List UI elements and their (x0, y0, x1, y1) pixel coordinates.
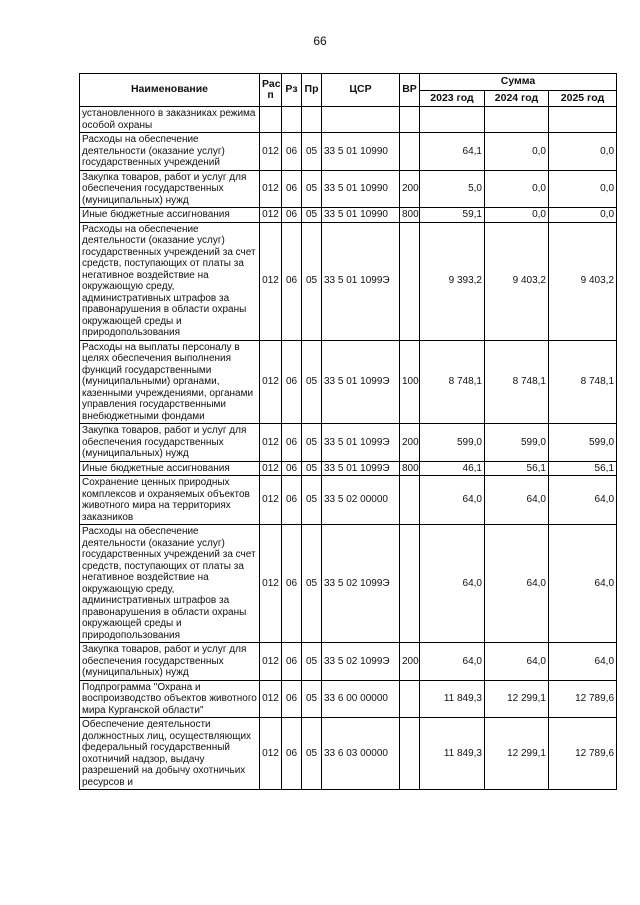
cell-csr: 33 5 01 1099Э (322, 461, 400, 476)
cell-rz: 06 (282, 461, 302, 476)
cell-amount-2025: 12 789,6 (549, 680, 617, 718)
table-header (80, 74, 617, 107)
cell-csr: 33 5 02 1099Э (322, 643, 400, 681)
cell-vr: 800 (400, 208, 420, 223)
table-row (80, 643, 617, 681)
cell-ras: 012 (260, 476, 282, 525)
cell-csr: 33 6 03 00000 (322, 718, 400, 790)
cell-amount-2023: 5,0 (420, 170, 485, 208)
cell-amount-2023: 64,0 (420, 476, 485, 525)
cell-amount-2023: 11 849,3 (420, 718, 485, 790)
cell-amount-2024: 0,0 (485, 170, 549, 208)
cell-csr: 33 5 01 1099Э (322, 424, 400, 462)
table-body (80, 107, 617, 790)
cell-ras: 012 (260, 170, 282, 208)
cell-amount-2024: 12 299,1 (485, 680, 549, 718)
cell-amount-2024: 12 299,1 (485, 718, 549, 790)
cell-amount-2025: 599,0 (549, 424, 617, 462)
cell-vr: 200 (400, 643, 420, 681)
cell-amount-2024 (485, 107, 549, 133)
cell-pr: 05 (302, 643, 322, 681)
cell-name: установленного в заказниках режима особой охраны (80, 107, 260, 133)
cell-ras: 012 (260, 340, 282, 424)
cell-csr: 33 5 01 10990 (322, 133, 400, 171)
cell-pr: 05 (302, 476, 322, 525)
cell-amount-2023: 64,0 (420, 643, 485, 681)
cell-ras: 012 (260, 643, 282, 681)
cell-amount-2023: 599,0 (420, 424, 485, 462)
budget-table (79, 73, 617, 790)
table-row (80, 170, 617, 208)
table-row (80, 340, 617, 424)
cell-vr: 800 (400, 461, 420, 476)
cell-rz: 06 (282, 680, 302, 718)
cell-name: Сохранение ценных природных комплексов и охраняемых объектов животного мира на территориях заказников (80, 476, 260, 525)
cell-amount-2024: 599,0 (485, 424, 549, 462)
cell-rz (282, 107, 302, 133)
cell-csr: 33 5 01 1099Э (322, 222, 400, 340)
cell-csr: 33 5 01 1099Э (322, 340, 400, 424)
cell-pr: 05 (302, 170, 322, 208)
cell-amount-2024: 56,1 (485, 461, 549, 476)
header-summa: Сумма (420, 74, 617, 91)
cell-amount-2023: 9 393,2 (420, 222, 485, 340)
table-row (80, 424, 617, 462)
header-vr: ВР (400, 74, 420, 107)
cell-rz: 06 (282, 208, 302, 223)
cell-amount-2025: 0,0 (549, 133, 617, 171)
table-row (80, 718, 617, 790)
cell-ras: 012 (260, 680, 282, 718)
cell-name: Расходы на выплаты персоналу в целях обеспечения выполнения функций государственными (муниципальными) органами, казенными учреждениями, органами управления государственными внебюджетными фондами (80, 340, 260, 424)
cell-csr (322, 107, 400, 133)
cell-name: Подпрограмма "Охрана и воспроизводство объектов животного мира Курганской области" (80, 680, 260, 718)
cell-ras: 012 (260, 208, 282, 223)
cell-name: Иные бюджетные ассигнования (80, 461, 260, 476)
cell-pr (302, 107, 322, 133)
cell-amount-2025: 64,0 (549, 525, 617, 643)
cell-name: Расходы на обеспечение деятельности (оказание услуг) государственных учреждений (80, 133, 260, 171)
cell-ras (260, 107, 282, 133)
cell-amount-2025: 9 403,2 (549, 222, 617, 340)
cell-pr: 05 (302, 718, 322, 790)
header-pr: Пр (302, 74, 322, 107)
cell-rz: 06 (282, 476, 302, 525)
cell-amount-2023: 8 748,1 (420, 340, 485, 424)
cell-pr: 05 (302, 424, 322, 462)
table-row (80, 476, 617, 525)
cell-amount-2025 (549, 107, 617, 133)
page-number: 66 (313, 34, 327, 48)
cell-name: Закупка товаров, работ и услуг для обеспечения государственных (муниципальных) нужд (80, 170, 260, 208)
cell-csr: 33 6 00 00000 (322, 680, 400, 718)
cell-amount-2023 (420, 107, 485, 133)
cell-amount-2024: 8 748,1 (485, 340, 549, 424)
cell-amount-2025: 0,0 (549, 208, 617, 223)
cell-amount-2023: 64,1 (420, 133, 485, 171)
cell-rz: 06 (282, 133, 302, 171)
cell-vr: 100 (400, 340, 420, 424)
cell-name: Обеспечение деятельности должностных лиц, осуществляющих федеральный государственный охотничий надзор, выдачу разрешений на добычу охотничьих ресурсов и (80, 718, 260, 790)
cell-amount-2023: 64,0 (420, 525, 485, 643)
header-year-2023: 2023 год (420, 90, 485, 107)
cell-pr: 05 (302, 340, 322, 424)
cell-csr: 33 5 01 10990 (322, 170, 400, 208)
cell-vr (400, 222, 420, 340)
cell-pr: 05 (302, 133, 322, 171)
cell-rz: 06 (282, 340, 302, 424)
cell-ras: 012 (260, 461, 282, 476)
cell-amount-2025: 56,1 (549, 461, 617, 476)
cell-amount-2024: 64,0 (485, 643, 549, 681)
cell-csr: 33 5 02 00000 (322, 476, 400, 525)
cell-rz: 06 (282, 424, 302, 462)
cell-vr (400, 107, 420, 133)
cell-amount-2023: 59,1 (420, 208, 485, 223)
table-row (80, 525, 617, 643)
cell-amount-2024: 64,0 (485, 476, 549, 525)
cell-pr: 05 (302, 461, 322, 476)
cell-ras: 012 (260, 718, 282, 790)
cell-rz: 06 (282, 718, 302, 790)
cell-amount-2024: 64,0 (485, 525, 549, 643)
cell-name: Иные бюджетные ассигнования (80, 208, 260, 223)
table-row (80, 133, 617, 171)
cell-amount-2025: 8 748,1 (549, 340, 617, 424)
cell-amount-2025: 12 789,6 (549, 718, 617, 790)
cell-ras: 012 (260, 222, 282, 340)
cell-vr (400, 133, 420, 171)
cell-amount-2025: 0,0 (549, 170, 617, 208)
cell-amount-2024: 0,0 (485, 208, 549, 223)
header-year-2025: 2025 год (549, 90, 617, 107)
cell-vr (400, 525, 420, 643)
cell-name: Расходы на обеспечение деятельности (оказание услуг) государственных учреждений за счет средств, поступающих от платы за негативное воздействие на окружающую среду, административных штрафов за правонарушения в области охраны окружающей среды и природопользования (80, 222, 260, 340)
cell-ras: 012 (260, 424, 282, 462)
cell-csr: 33 5 01 10990 (322, 208, 400, 223)
cell-name: Закупка товаров, работ и услуг для обеспечения государственных (муниципальных) нужд (80, 643, 260, 681)
header-csr: ЦСР (322, 74, 400, 107)
cell-csr: 33 5 02 1099Э (322, 525, 400, 643)
cell-name: Закупка товаров, работ и услуг для обеспечения государственных (муниципальных) нужд (80, 424, 260, 462)
cell-amount-2024: 9 403,2 (485, 222, 549, 340)
header-rz: Рз (282, 74, 302, 107)
cell-vr (400, 476, 420, 525)
cell-rz: 06 (282, 222, 302, 340)
cell-vr (400, 680, 420, 718)
cell-vr (400, 718, 420, 790)
table-row (80, 680, 617, 718)
cell-vr: 200 (400, 424, 420, 462)
cell-vr: 200 (400, 170, 420, 208)
cell-ras: 012 (260, 525, 282, 643)
cell-ras: 012 (260, 133, 282, 171)
table-row (80, 208, 617, 223)
header-name: Наименование (80, 74, 260, 107)
cell-amount-2023: 11 849,3 (420, 680, 485, 718)
cell-amount-2024: 0,0 (485, 133, 549, 171)
table-row (80, 461, 617, 476)
cell-rz: 06 (282, 643, 302, 681)
cell-amount-2023: 46,1 (420, 461, 485, 476)
table-row (80, 107, 617, 133)
cell-rz: 06 (282, 170, 302, 208)
cell-name: Расходы на обеспечение деятельности (оказание услуг) государственных учреждений за счет средств, поступающих от платы за негативное воздействие на окружающую среду, административных штрафов за правонарушения в области охраны окружающей среды и природопользования (80, 525, 260, 643)
header-ras: Рас п (260, 74, 282, 107)
header-year-2024: 2024 год (485, 90, 549, 107)
cell-pr: 05 (302, 208, 322, 223)
cell-pr: 05 (302, 222, 322, 340)
cell-rz: 06 (282, 525, 302, 643)
cell-amount-2025: 64,0 (549, 643, 617, 681)
cell-pr: 05 (302, 680, 322, 718)
table-row (80, 222, 617, 340)
cell-amount-2025: 64,0 (549, 476, 617, 525)
cell-pr: 05 (302, 525, 322, 643)
